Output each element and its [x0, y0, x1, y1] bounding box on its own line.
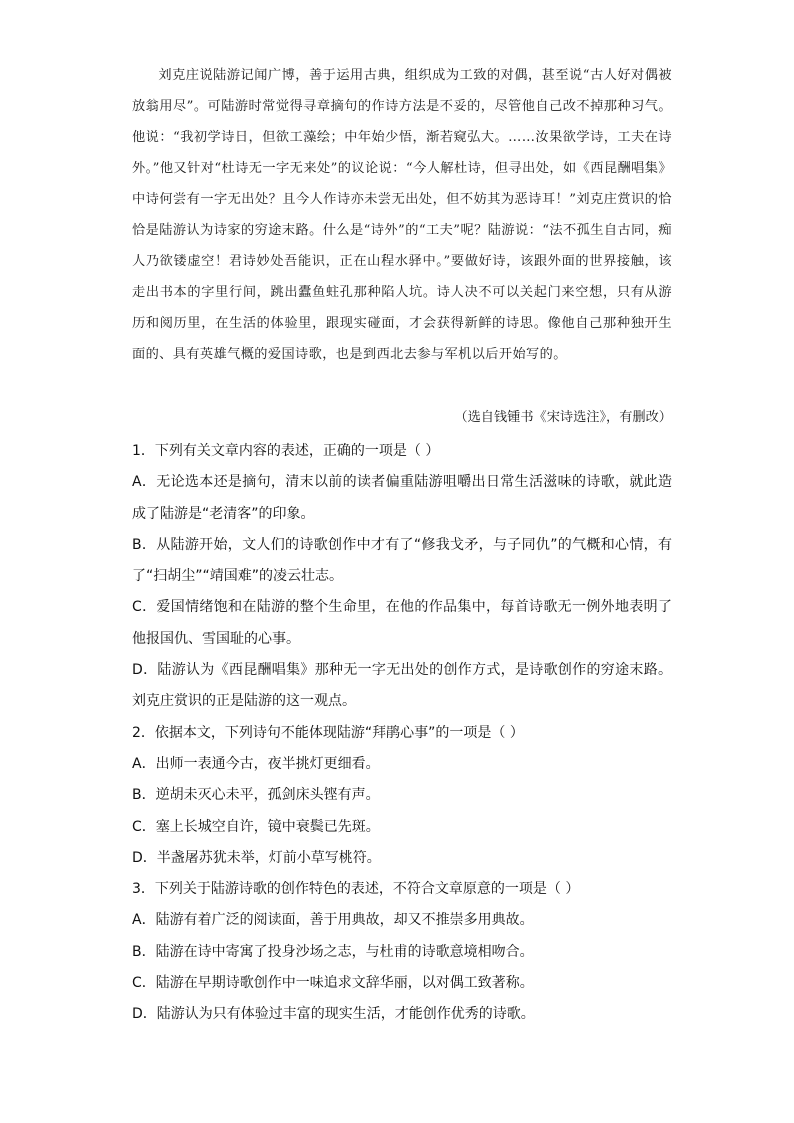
option-d: D．陆游认为只有体验过丰富的现实生活，才能创作优秀的诗歌。 — [132, 1006, 535, 1023]
option-a: A．出师一表通今古，夜半挑灯更细看。 — [132, 755, 380, 772]
option-b: B．逆胡未灭心未平，孤剑床头铿有声。 — [132, 787, 380, 804]
question-3 — [132, 874, 672, 1030]
passage-paragraph: 刘克庄说陆游记闻广博，善于运用古典，组织成为工致的对偶，甚至说“古人好对偶被放翁用尽”。可陆游时常觉得寻章摘句的作诗方法是不妥的，尽管他自己改不掉那种习气。他说：“我初学诗日，但欲工藻绘；中年始少悟，渐若窥弘大。……汝果欲学诗，工夫在诗外。”他又针对“杜诗无一字无来处”的议论说：“今人解杜诗，但寻出处，如《西昆酬唱集》中诗何尝有一字无出处？且今人作诗亦未尝无出处，但不妨其为恶诗耳！”刘克庄赏识的恰恰是陆游认为诗家的穷途末路。什么是“诗外”的“工夫”呢？陆游说：“法不孤生自古同，痴人乃欲镂虚空！君诗妙处吾能识，正在山程水驿中。”要做好诗，该跟外面的世界接触，该走出书本的字里行间，跳出蠹鱼蛀孔那种陷人坑。诗人决不可以关起门来空想，只有从游历和阅历里，在生活的体验里，跟现实碰面，才会获得新鲜的诗思。像他自己那种独开生面的、具有英雄气概的爱国诗歌，也是到西北去参与军机以后开始写的。 — [132, 68, 672, 362]
option-b: B．从陆游开始，文人们的诗歌创作中才有了“修我戈矛，与子同仇”的气概和心情，有了“扫胡尘”“靖国难”的凌云壮志。 — [132, 536, 672, 585]
question-stem: 1．下列有关文章内容的表述，正确的一项是（ ） — [132, 443, 440, 459]
question-stem: 3．下列关于陆游诗歌的创作特色的表述，不符合文章原意的一项是（ ） — [132, 881, 580, 898]
option-d: D．半盏屠苏犹未举，灯前小草写桃符。 — [132, 849, 381, 866]
question-2 — [132, 718, 672, 874]
passage-source: （选自钱锺书《宋诗选注》，有删改） — [454, 410, 672, 425]
option-b: B．陆游在诗中寄寓了投身沙场之志，与杜甫的诗歌意境相吻合。 — [132, 943, 534, 960]
option-c: C．塞上长城空自许，镜中衰鬓已先斑。 — [132, 818, 380, 835]
option-c: C．爱国情绪饱和在陆游的整个生命里，在他的作品集中，每首诗歌无一例外地表明了他报国仇、雪国耻的心事。 — [132, 599, 672, 647]
option-c: C．陆游在早期诗歌创作中一味追求文辞华丽，以对偶工致著称。 — [132, 975, 534, 992]
question-list — [132, 436, 672, 1031]
passage-text — [132, 60, 672, 370]
option-a: A．陆游有着广泛的阅读面，善于用典故，却又不推崇多用典故。 — [132, 912, 534, 929]
question-1 — [132, 436, 672, 718]
option-a: A．无论选本还是摘句，清末以前的读者偏重陆游咀嚼出日常生活滋味的诗歌，就此造成了陆游是“老清客”的印象。 — [132, 474, 672, 522]
option-d: D．陆游认为《西昆酬唱集》那种无一字无出处的创作方式，是诗歌创作的穷途末路。刘克庄赏识的正是陆游的这一观点。 — [132, 662, 672, 710]
question-stem: 2．依据本文，下列诗句不能体现陆游“拜鹃心事”的一项是（ ） — [132, 724, 524, 741]
